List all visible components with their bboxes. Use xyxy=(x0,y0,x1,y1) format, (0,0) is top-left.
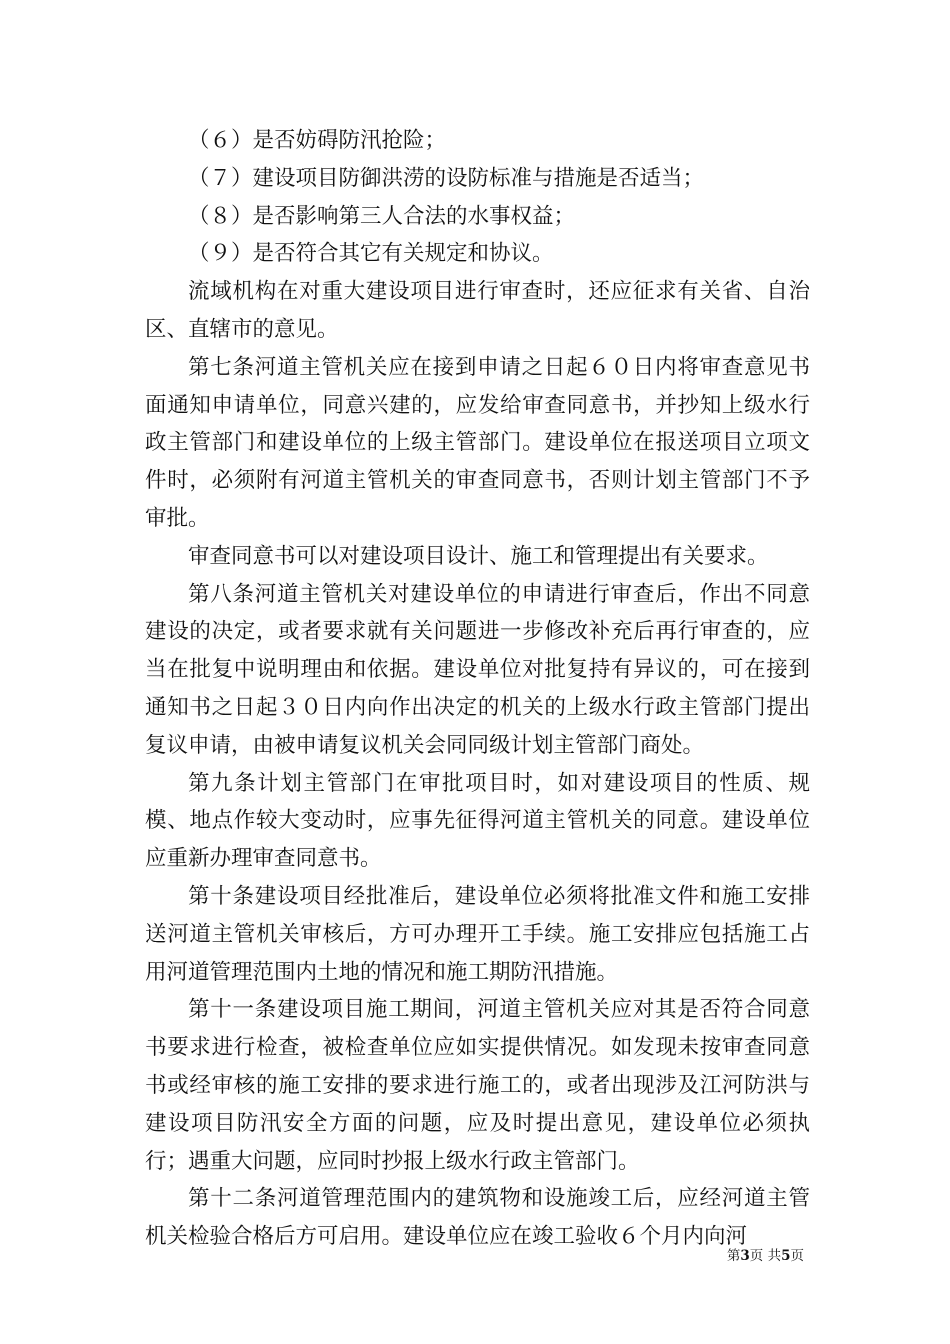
document-body xyxy=(145,122,810,1256)
paragraph-article-9: 第九条计划主管部门在审批项目时，如对建设项目的性质、规模、地点作较大变动时，应事先征得河道主管机关的同意。建设单位应重新办理审查同意书。 xyxy=(145,770,810,872)
paragraph-article-8: 第八条河道主管机关对建设单位的申请进行审查后，作出不同意建设的决定，或者要求就有关问题进一步修改补充后再行审查的，应当在批复中说明理由和依据。建设单位对批复持有异议的，可在接到通知书之日起３０日内向作出决定的机关的上级水行政主管部门提出复议申请，由被申请复议机关会同同级计划主管部门商处。 xyxy=(145,581,810,758)
paragraph-approval-requirements: 审查同意书可以对建设项目设计、施工和管理提出有关要求。 xyxy=(188,543,769,569)
paragraph-item-8: （８）是否影响第三人合法的水事权益； xyxy=(188,203,576,229)
paragraph-article-12: 第十二条河道管理范围内的建筑物和设施竣工后，应经河道主管机关检验合格后方可启用。建设单位应在竣工验收６个月内向河 xyxy=(145,1186,810,1250)
page-number-footer xyxy=(727,1248,804,1264)
paragraph-river-basin-review: 流域机构在对重大建设项目进行审查时，还应征求有关省、自治区、直辖市的意见。 xyxy=(145,279,810,342)
paragraph-item-7: （７）建设项目防御洪涝的设防标准与措施是否适当； xyxy=(188,165,705,191)
footer-middle: 页 共 xyxy=(749,1248,782,1264)
paragraph-item-9: （９）是否符合其它有关规定和协议。 xyxy=(188,241,554,267)
footer-suffix: 页 xyxy=(790,1248,804,1264)
footer-prefix: 第 xyxy=(726,1248,741,1264)
paragraph-article-10: 第十条建设项目经批准后，建设单位必须将批准文件和施工安排送河道主管机关审核后，方可办理开工手续。施工安排应包括施工占用河道管理范围内土地的情况和施工期防汛措施。 xyxy=(145,883,810,985)
footer-total-pages: 5 xyxy=(781,1248,791,1264)
paragraph-article-7: 第七条河道主管机关应在接到申请之日起６０日内将审查意见书面通知申请单位，同意兴建的，应发给审查同意书，并抄知上级水行政主管部门和建设单位的上级主管部门。建设单位在报送项目立项文件时，必须附有河道主管机关的审查同意书，否则计划主管部门不予审批。 xyxy=(145,354,810,531)
footer-current-page: 3 xyxy=(740,1248,750,1264)
paragraph-item-6: （６）是否妨碍防汛抢险； xyxy=(188,128,447,153)
paragraph-article-11: 第十一条建设项目施工期间，河道主管机关应对其是否符合同意书要求进行检查，被检查单位应如实提供情况。如发现未按审查同意书或经审核的施工安排的要求进行施工的，或者出现涉及江河防洪与建设项目防汛安全方面的问题，应及时提出意见，建设单位必须执行；遇重大问题，应同时抄报上级水行政主管部门。 xyxy=(145,997,810,1174)
